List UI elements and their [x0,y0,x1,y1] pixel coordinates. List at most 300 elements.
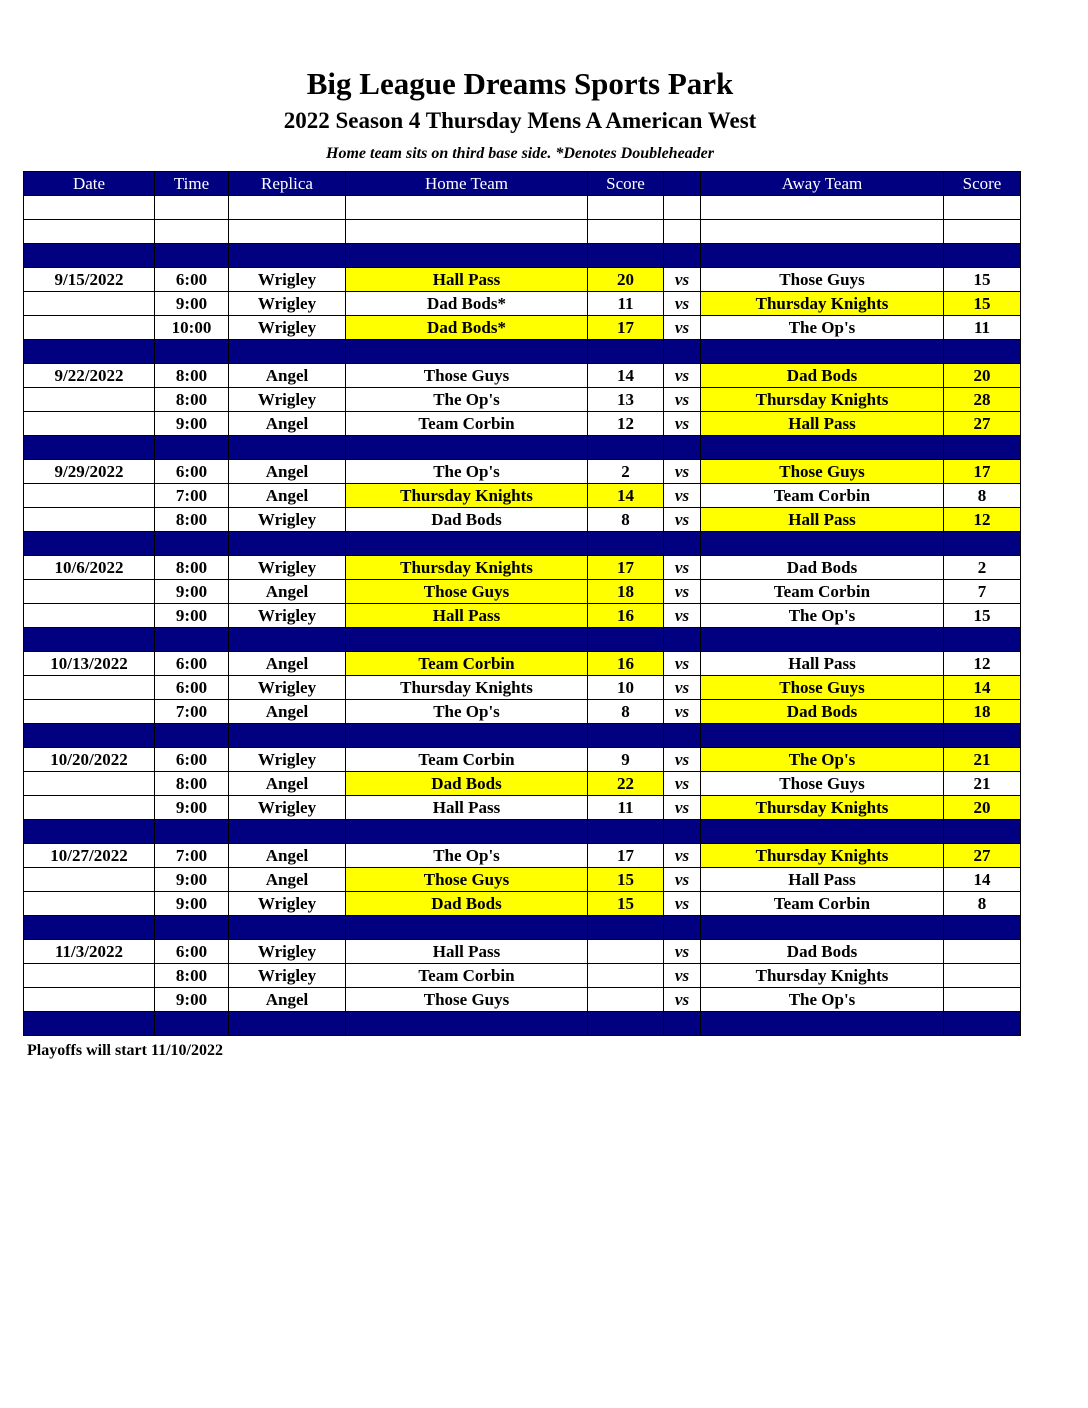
home-team-cell: Team Corbin [346,964,588,988]
replica-cell: Angel [229,844,346,868]
vs-cell: vs [664,988,701,1012]
separator-cell [588,244,664,268]
home-score-cell: 15 [588,892,664,916]
home-score-cell: 14 [588,364,664,388]
separator-cell [24,628,155,652]
date-cell [24,388,155,412]
home-score-cell [588,988,664,1012]
separator-cell [944,628,1021,652]
week-separator-row [24,820,1021,844]
time-cell: 6:00 [155,268,229,292]
col-header-away-score: Score [944,172,1021,196]
separator-cell [588,436,664,460]
date-cell [24,292,155,316]
home-team-cell: Hall Pass [346,604,588,628]
home-score-cell: 22 [588,772,664,796]
vs-cell: vs [664,580,701,604]
separator-cell [24,916,155,940]
col-header-home-team: Home Team [346,172,588,196]
separator-cell [588,340,664,364]
away-team-cell: The Op's [701,748,944,772]
game-row [24,940,1021,964]
away-score-cell: 2 [944,556,1021,580]
game-row [24,412,1021,436]
blank-cell [701,220,944,244]
blank-cell [346,220,588,244]
separator-cell [229,340,346,364]
time-cell: 9:00 [155,892,229,916]
vs-cell: vs [664,796,701,820]
page-note: Home team sits on third base side. *Denotes Doubleheader [326,145,714,162]
game-row [24,652,1021,676]
schedule-body [24,196,1021,1036]
game-row [24,388,1021,412]
vs-cell: vs [664,844,701,868]
date-cell: 9/22/2022 [24,364,155,388]
vs-cell: vs [664,940,701,964]
vs-cell: vs [664,364,701,388]
date-cell [24,676,155,700]
date-cell [24,604,155,628]
away-team-cell: Dad Bods [701,940,944,964]
away-score-cell: 12 [944,508,1021,532]
replica-cell: Angel [229,364,346,388]
separator-cell [588,724,664,748]
time-cell: 7:00 [155,700,229,724]
week-separator-row [24,532,1021,556]
blank-cell [155,196,229,220]
separator-cell [229,724,346,748]
time-cell: 6:00 [155,460,229,484]
home-team-cell: Hall Pass [346,796,588,820]
home-team-cell: Thursday Knights [346,556,588,580]
separator-cell [588,628,664,652]
time-cell: 9:00 [155,292,229,316]
time-cell: 7:00 [155,844,229,868]
separator-cell [664,724,701,748]
vs-cell: vs [664,556,701,580]
away-score-cell: 12 [944,652,1021,676]
replica-cell: Angel [229,772,346,796]
separator-cell [24,340,155,364]
vs-cell: vs [664,412,701,436]
away-score-cell: 20 [944,364,1021,388]
separator-cell [155,916,229,940]
time-cell: 8:00 [155,556,229,580]
footer-note: Playoffs will start 11/10/2022 [27,1042,223,1059]
away-team-cell: The Op's [701,316,944,340]
blank-cell [588,196,664,220]
away-team-cell: Thursday Knights [701,964,944,988]
time-cell: 6:00 [155,652,229,676]
separator-cell [664,244,701,268]
home-score-cell: 17 [588,844,664,868]
blank-cell [229,196,346,220]
away-score-cell [944,964,1021,988]
vs-cell: vs [664,268,701,292]
replica-cell: Angel [229,484,346,508]
time-cell: 9:00 [155,580,229,604]
vs-cell: vs [664,292,701,316]
time-cell: 9:00 [155,868,229,892]
game-row [24,580,1021,604]
vs-cell: vs [664,652,701,676]
time-cell: 8:00 [155,964,229,988]
date-cell [24,412,155,436]
vs-cell: vs [664,676,701,700]
separator-cell [944,340,1021,364]
blank-cell [588,220,664,244]
game-row [24,748,1021,772]
blank-row [24,220,1021,244]
separator-cell [664,1012,701,1036]
date-cell [24,316,155,340]
date-cell [24,964,155,988]
separator-cell [229,916,346,940]
blank-cell [664,220,701,244]
separator-cell [664,820,701,844]
separator-cell [701,1012,944,1036]
replica-cell: Angel [229,868,346,892]
home-team-cell: Dad Bods* [346,292,588,316]
week-separator-row [24,628,1021,652]
vs-cell: vs [664,388,701,412]
home-score-cell: 14 [588,484,664,508]
date-cell: 9/15/2022 [24,268,155,292]
separator-cell [229,532,346,556]
away-score-cell: 21 [944,772,1021,796]
away-team-cell: Team Corbin [701,580,944,604]
vs-cell: vs [664,868,701,892]
replica-cell: Wrigley [229,316,346,340]
col-header-replica: Replica [229,172,346,196]
col-header-vs [664,172,701,196]
week-separator-row [24,724,1021,748]
date-cell: 9/29/2022 [24,460,155,484]
home-team-cell: The Op's [346,460,588,484]
col-header-home-score: Score [588,172,664,196]
separator-cell [346,1012,588,1036]
home-team-cell: Those Guys [346,988,588,1012]
date-cell [24,508,155,532]
separator-cell [346,532,588,556]
away-team-cell: Those Guys [701,772,944,796]
separator-cell [155,820,229,844]
game-row [24,844,1021,868]
away-team-cell: Dad Bods [701,556,944,580]
replica-cell: Wrigley [229,892,346,916]
home-score-cell: 2 [588,460,664,484]
separator-cell [24,244,155,268]
away-team-cell: Hall Pass [701,868,944,892]
replica-cell: Angel [229,652,346,676]
week-separator-row [24,916,1021,940]
replica-cell: Wrigley [229,388,346,412]
home-team-cell: Dad Bods [346,892,588,916]
away-score-cell: 27 [944,844,1021,868]
separator-cell [944,532,1021,556]
replica-cell: Angel [229,460,346,484]
game-row [24,508,1021,532]
home-team-cell: Hall Pass [346,940,588,964]
away-score-cell: 18 [944,700,1021,724]
separator-cell [701,340,944,364]
page-subtitle: 2022 Season 4 Thursday Mens A American West [283,108,757,133]
separator-cell [588,916,664,940]
replica-cell: Wrigley [229,940,346,964]
game-row [24,604,1021,628]
vs-cell: vs [664,748,701,772]
home-team-cell: The Op's [346,388,588,412]
away-score-cell: 7 [944,580,1021,604]
vs-cell: vs [664,700,701,724]
separator-cell [701,724,944,748]
home-team-cell: Dad Bods* [346,316,588,340]
home-team-cell: Dad Bods [346,508,588,532]
away-team-cell: Those Guys [701,676,944,700]
home-score-cell: 9 [588,748,664,772]
away-team-cell: The Op's [701,604,944,628]
away-score-cell: 8 [944,892,1021,916]
separator-cell [346,820,588,844]
blank-cell [944,220,1021,244]
separator-cell [664,628,701,652]
home-team-cell: Dad Bods [346,772,588,796]
vs-cell: vs [664,772,701,796]
separator-cell [24,820,155,844]
time-cell: 7:00 [155,484,229,508]
home-score-cell [588,964,664,988]
away-score-cell: 27 [944,412,1021,436]
time-cell: 9:00 [155,604,229,628]
date-cell: 10/13/2022 [24,652,155,676]
separator-cell [944,244,1021,268]
home-score-cell: 16 [588,652,664,676]
replica-cell: Wrigley [229,556,346,580]
home-score-cell: 11 [588,796,664,820]
blank-cell [701,196,944,220]
away-score-cell: 20 [944,796,1021,820]
separator-cell [155,436,229,460]
replica-cell: Wrigley [229,676,346,700]
separator-cell [24,724,155,748]
time-cell: 6:00 [155,940,229,964]
blank-cell [24,196,155,220]
game-row [24,700,1021,724]
separator-cell [701,244,944,268]
away-team-cell: Hall Pass [701,508,944,532]
home-score-cell: 11 [588,292,664,316]
home-score-cell: 13 [588,388,664,412]
date-cell [24,772,155,796]
separator-cell [346,244,588,268]
separator-cell [944,724,1021,748]
separator-cell [346,628,588,652]
vs-cell: vs [664,964,701,988]
home-score-cell [588,940,664,964]
week-separator-row [24,340,1021,364]
blank-row [24,196,1021,220]
blank-cell [944,196,1021,220]
replica-cell: Wrigley [229,604,346,628]
home-score-cell: 20 [588,268,664,292]
date-cell [24,700,155,724]
separator-cell [944,916,1021,940]
away-team-cell: Those Guys [701,268,944,292]
separator-cell [229,820,346,844]
home-score-cell: 16 [588,604,664,628]
home-team-cell: Those Guys [346,580,588,604]
separator-cell [346,436,588,460]
home-team-cell: Thursday Knights [346,676,588,700]
col-header-date: Date [24,172,155,196]
vs-cell: vs [664,892,701,916]
away-team-cell: Dad Bods [701,364,944,388]
away-score-cell: 14 [944,868,1021,892]
game-row [24,964,1021,988]
game-row [24,772,1021,796]
replica-cell: Wrigley [229,508,346,532]
away-score-cell: 11 [944,316,1021,340]
away-team-cell: Team Corbin [701,484,944,508]
separator-cell [229,436,346,460]
away-team-cell: Hall Pass [701,412,944,436]
vs-cell: vs [664,484,701,508]
time-cell: 8:00 [155,388,229,412]
home-score-cell: 12 [588,412,664,436]
time-cell: 6:00 [155,748,229,772]
away-team-cell: Thursday Knights [701,388,944,412]
blank-cell [346,196,588,220]
home-score-cell: 8 [588,508,664,532]
away-team-cell: Thursday Knights [701,844,944,868]
game-row [24,316,1021,340]
away-team-cell: Dad Bods [701,700,944,724]
date-cell: 11/3/2022 [24,940,155,964]
away-score-cell: 15 [944,604,1021,628]
separator-cell [664,340,701,364]
separator-cell [24,436,155,460]
replica-cell: Wrigley [229,796,346,820]
separator-cell [155,244,229,268]
home-team-cell: Those Guys [346,364,588,388]
home-team-cell: Hall Pass [346,268,588,292]
blank-cell [155,220,229,244]
separator-cell [24,532,155,556]
away-score-cell: 28 [944,388,1021,412]
replica-cell: Angel [229,988,346,1012]
week-separator-row [24,1012,1021,1036]
away-team-cell: Thursday Knights [701,292,944,316]
separator-cell [944,436,1021,460]
replica-cell: Wrigley [229,268,346,292]
game-row [24,484,1021,508]
col-header-away-team: Away Team [701,172,944,196]
separator-cell [24,1012,155,1036]
separator-cell [944,1012,1021,1036]
date-cell [24,580,155,604]
time-cell: 10:00 [155,316,229,340]
time-cell: 8:00 [155,364,229,388]
separator-cell [155,724,229,748]
week-separator-row [24,436,1021,460]
home-team-cell: Team Corbin [346,748,588,772]
game-row [24,796,1021,820]
home-score-cell: 8 [588,700,664,724]
replica-cell: Wrigley [229,292,346,316]
separator-cell [155,628,229,652]
home-team-cell: The Op's [346,700,588,724]
vs-cell: vs [664,460,701,484]
date-cell: 10/6/2022 [24,556,155,580]
date-cell [24,868,155,892]
home-team-cell: Those Guys [346,868,588,892]
game-row [24,868,1021,892]
away-team-cell: Hall Pass [701,652,944,676]
separator-cell [588,1012,664,1036]
separator-cell [701,820,944,844]
game-row [24,556,1021,580]
away-team-cell: Those Guys [701,460,944,484]
separator-cell [588,820,664,844]
blank-cell [664,196,701,220]
separator-cell [346,724,588,748]
separator-cell [664,436,701,460]
home-score-cell: 15 [588,868,664,892]
date-cell [24,484,155,508]
away-score-cell: 15 [944,268,1021,292]
separator-cell [346,340,588,364]
home-team-cell: The Op's [346,844,588,868]
away-score-cell: 17 [944,460,1021,484]
home-score-cell: 10 [588,676,664,700]
page-title: Big League Dreams Sports Park [306,66,734,101]
replica-cell: Angel [229,700,346,724]
schedule-table [23,171,1021,1036]
game-row [24,676,1021,700]
date-cell: 10/27/2022 [24,844,155,868]
week-separator-row [24,244,1021,268]
home-score-cell: 18 [588,580,664,604]
game-row [24,460,1021,484]
replica-cell: Wrigley [229,964,346,988]
separator-cell [701,532,944,556]
blank-cell [24,220,155,244]
away-score-cell [944,988,1021,1012]
date-cell [24,988,155,1012]
date-cell: 10/20/2022 [24,748,155,772]
away-score-cell: 21 [944,748,1021,772]
game-row [24,892,1021,916]
away-score-cell: 8 [944,484,1021,508]
time-cell: 9:00 [155,796,229,820]
away-score-cell: 15 [944,292,1021,316]
away-score-cell [944,940,1021,964]
time-cell: 9:00 [155,412,229,436]
separator-cell [944,820,1021,844]
separator-cell [664,916,701,940]
time-cell: 8:00 [155,508,229,532]
time-cell: 8:00 [155,772,229,796]
game-row [24,364,1021,388]
vs-cell: vs [664,604,701,628]
separator-cell [155,1012,229,1036]
time-cell: 6:00 [155,676,229,700]
game-row [24,292,1021,316]
separator-cell [229,244,346,268]
vs-cell: vs [664,316,701,340]
separator-cell [701,628,944,652]
